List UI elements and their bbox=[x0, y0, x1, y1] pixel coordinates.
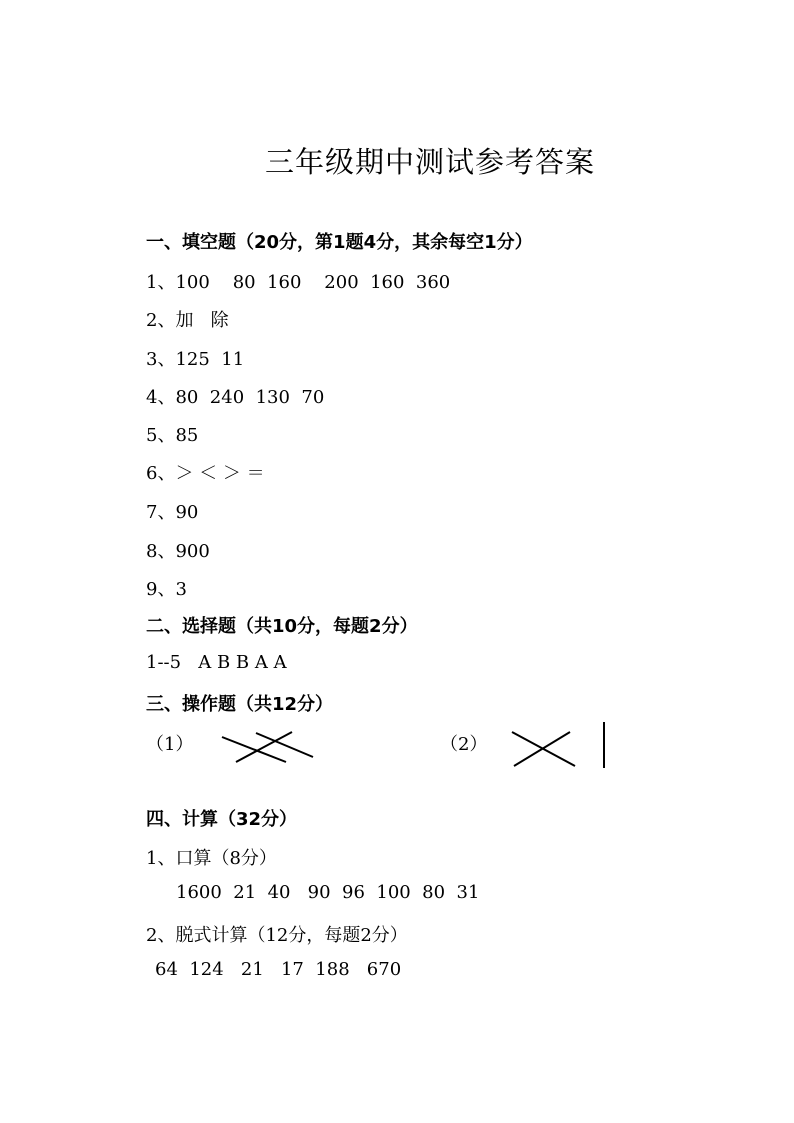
section-2-heading: 二、选择题（共10分，每题2分） bbox=[146, 616, 418, 637]
answer-line-7: 7、90 bbox=[146, 502, 199, 523]
oral-calc-heading: 1、口算（8分） bbox=[146, 848, 277, 869]
section-3-heading: 三、操作题（共12分） bbox=[146, 694, 334, 715]
section-4-heading: 四、计算（32分） bbox=[146, 809, 298, 830]
answer-line-3: 3、125 11 bbox=[146, 349, 245, 370]
answer-line-8: 8、900 bbox=[146, 541, 210, 562]
operation-item-1-label: （1） bbox=[146, 734, 194, 755]
answer-line-1: 1、100 80 160 200 160 360 bbox=[146, 272, 451, 293]
step-calc-heading: 2、脱式计算（12分，每题2分） bbox=[146, 925, 408, 946]
answer-line-2: 2、加 除 bbox=[146, 310, 229, 331]
page-title: 三年级期中测试参考答案 bbox=[265, 145, 596, 179]
answer-line-4: 4、80 240 130 70 bbox=[146, 387, 325, 408]
answer-line-6: 6、＞ ＜ ＞ ＝ bbox=[146, 463, 265, 484]
answer-line-5: 5、85 bbox=[146, 425, 199, 446]
answer-line-9: 9、3 bbox=[146, 579, 187, 600]
operation-item-2-label: （2） bbox=[440, 734, 488, 755]
oral-calc-answers: 1600 21 40 90 96 100 80 31 bbox=[176, 882, 480, 903]
section-1-heading: 一、填空题（20分，第1题4分，其余每空1分） bbox=[146, 232, 533, 253]
step-calc-answers: 64 124 21 17 188 670 bbox=[155, 959, 402, 980]
choice-answers: 1--5 A B B A A bbox=[146, 652, 287, 673]
